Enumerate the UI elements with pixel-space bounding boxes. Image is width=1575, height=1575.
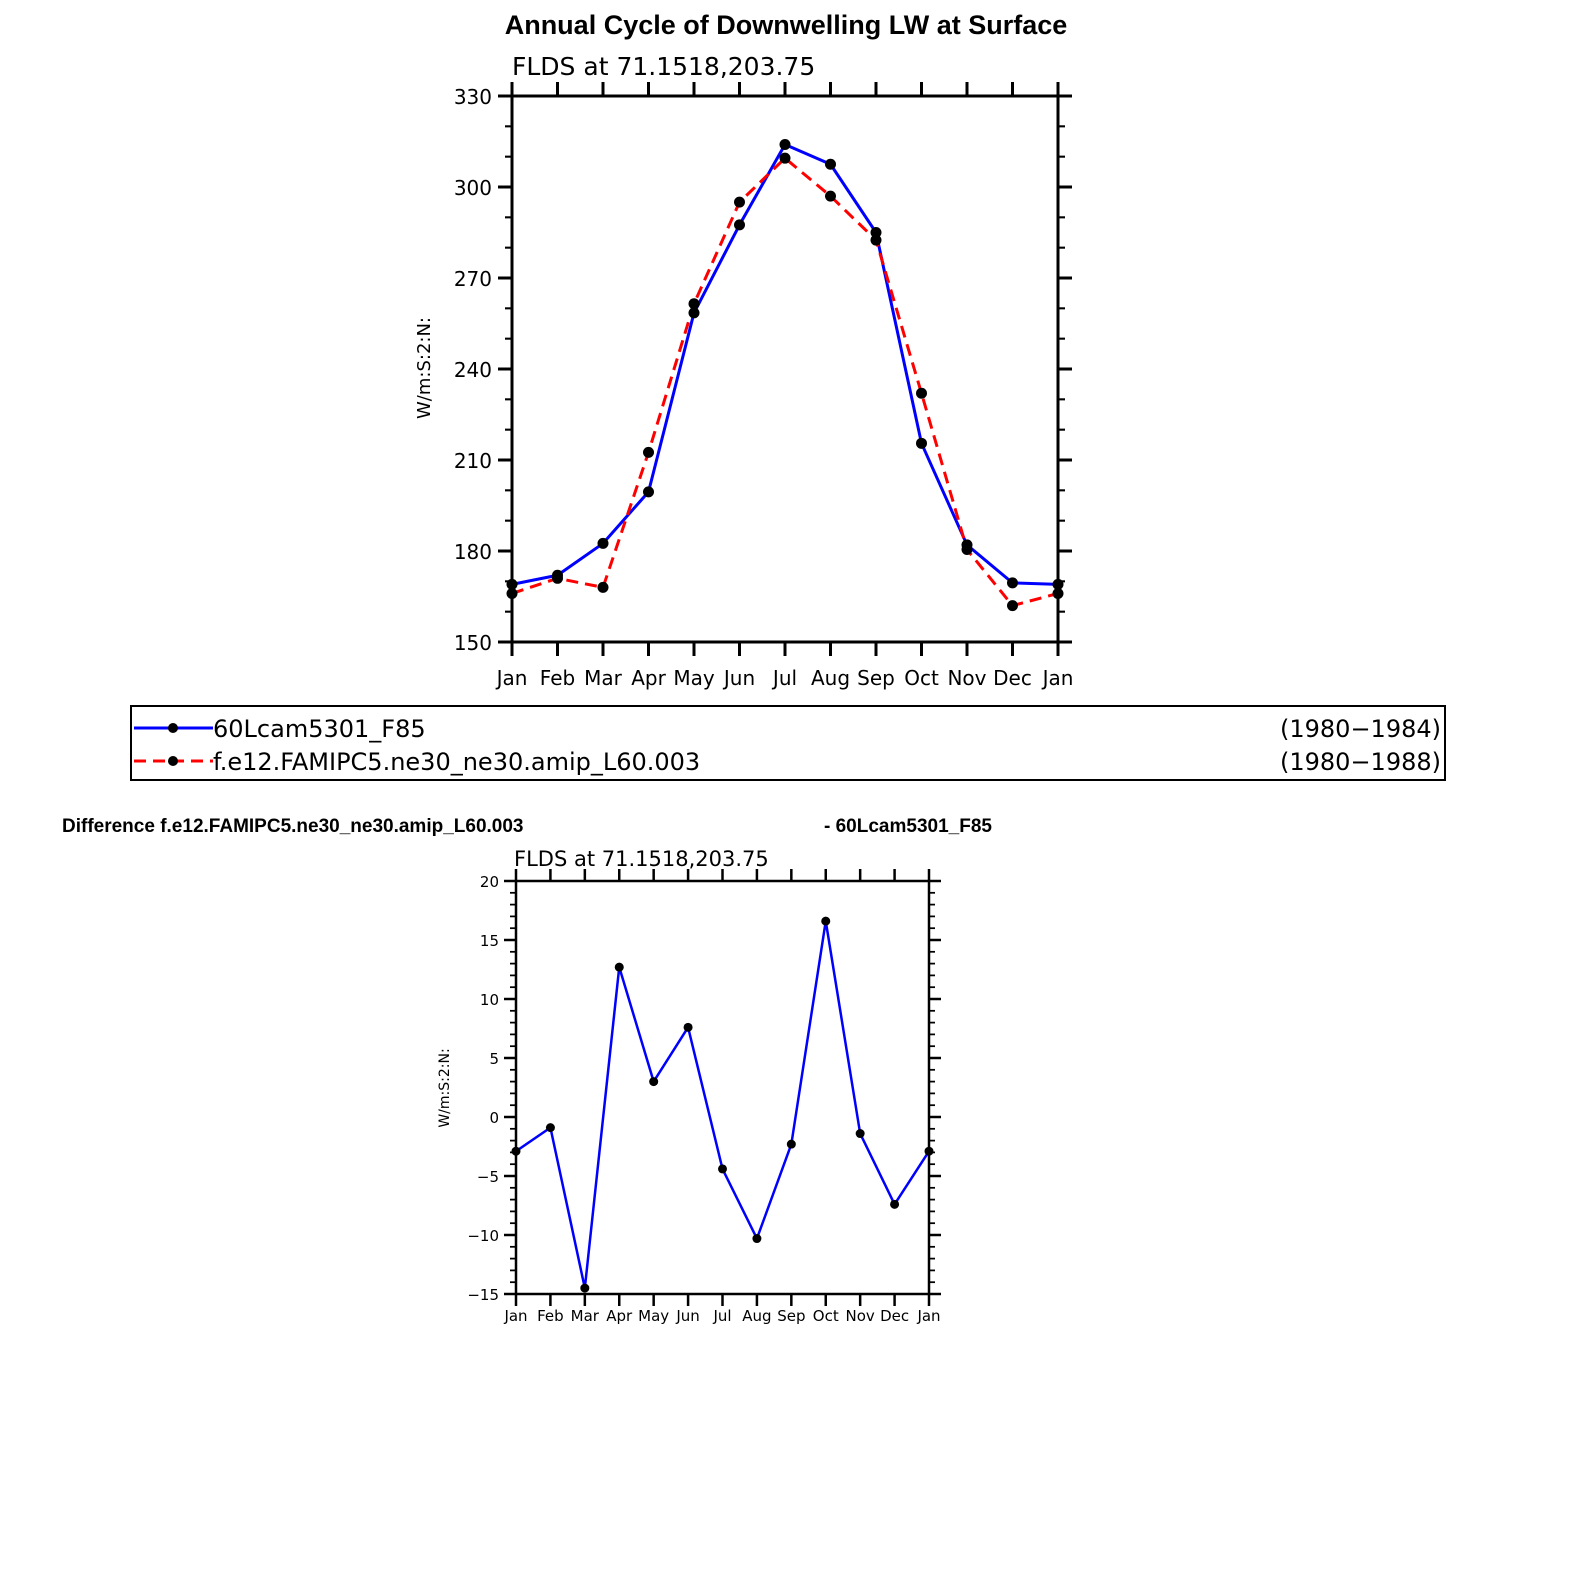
- difference-chart-subtitle: FLDS at 71.1518,203.75: [514, 847, 769, 871]
- x-tick-label: Apr: [631, 666, 666, 690]
- y-tick-label: 330: [453, 85, 492, 109]
- data-point: [689, 298, 700, 309]
- series-line: [516, 921, 929, 1288]
- data-point: [1007, 577, 1018, 588]
- data-point: [825, 191, 836, 202]
- figure-title: Annual Cycle of Downwelling LW at Surface: [504, 10, 1068, 40]
- data-point: [643, 486, 654, 497]
- y-tick-label: 270: [453, 267, 492, 291]
- difference-chart-y-axis-label: W/m:S:2:N:: [437, 1048, 453, 1128]
- data-point: [552, 573, 563, 584]
- y-tick-label: −15: [467, 1286, 499, 1304]
- data-point: [890, 1200, 899, 1209]
- data-point: [925, 1147, 934, 1156]
- x-tick-label: Sep: [777, 1307, 806, 1325]
- data-point: [718, 1164, 727, 1173]
- y-tick-label: 210: [453, 449, 492, 473]
- x-tick-label: Nov: [947, 666, 987, 690]
- top-chart-frame: [512, 96, 1058, 642]
- data-point: [787, 1140, 796, 1149]
- y-tick-label: 20: [479, 873, 499, 891]
- legend-period: (1980−1984): [1280, 715, 1441, 743]
- x-tick-label: Jan: [917, 1307, 941, 1325]
- top-chart-y-tick-labels: [454, 85, 492, 655]
- data-point: [871, 235, 882, 246]
- x-tick-label: Mar: [584, 666, 622, 690]
- data-point: [780, 139, 791, 150]
- difference-chart-y-tick-labels: [467, 873, 499, 1304]
- y-tick-label: 15: [479, 932, 499, 950]
- y-tick-label: 10: [479, 991, 499, 1009]
- x-tick-label: Sep: [857, 666, 895, 690]
- legend: [131, 706, 1445, 780]
- difference-chart: [62, 816, 992, 1325]
- y-tick-label: −5: [476, 1168, 499, 1186]
- x-tick-label: Feb: [537, 1307, 564, 1325]
- x-tick-label: May: [638, 1307, 670, 1325]
- data-point: [598, 582, 609, 593]
- y-tick-label: 150: [453, 631, 492, 655]
- data-point: [598, 538, 609, 549]
- difference-chart-series: [512, 917, 934, 1293]
- legend-swatch-marker: [168, 756, 178, 766]
- difference-chart-frame: [516, 881, 929, 1294]
- data-point: [734, 219, 745, 230]
- legend-label: f.e12.FAMIPC5.ne30_ne30.amip_L60.003: [213, 748, 701, 776]
- x-tick-label: Oct: [812, 1307, 839, 1325]
- legend-label: 60Lcam5301_F85: [213, 715, 426, 743]
- top-chart: [414, 52, 1073, 690]
- data-point: [649, 1077, 658, 1086]
- series-line: [512, 145, 1058, 585]
- difference-chart-x-tick-labels: [503, 1307, 940, 1325]
- x-tick-label: Jan: [496, 666, 528, 690]
- data-point: [780, 153, 791, 164]
- x-tick-label: Feb: [539, 666, 576, 690]
- data-point: [580, 1284, 589, 1293]
- data-point: [856, 1129, 865, 1138]
- x-tick-label: Jun: [676, 1307, 700, 1325]
- data-point: [734, 197, 745, 208]
- x-tick-label: Oct: [904, 666, 939, 690]
- legend-entry: [134, 715, 1441, 743]
- data-point: [916, 438, 927, 449]
- top-chart-x-tick-labels: [495, 666, 1074, 690]
- data-point: [643, 447, 654, 458]
- series-line: [512, 158, 1058, 605]
- x-tick-label: Jul: [713, 1307, 732, 1325]
- legend-swatch-marker: [168, 723, 178, 733]
- data-point: [752, 1234, 761, 1243]
- x-tick-label: Jan: [1042, 666, 1074, 690]
- data-point: [821, 917, 830, 926]
- data-point: [512, 1147, 521, 1156]
- data-point: [825, 159, 836, 170]
- x-tick-label: Apr: [606, 1307, 633, 1325]
- x-tick-label: Jan: [504, 1307, 528, 1325]
- x-tick-label: Mar: [570, 1307, 599, 1325]
- data-point: [916, 388, 927, 399]
- top-chart-subtitle: FLDS at 71.1518,203.75: [512, 52, 816, 81]
- legend-entry: [134, 748, 1441, 776]
- difference-title-right: - 60Lcam5301_F85: [824, 816, 992, 837]
- x-tick-label: Aug: [742, 1307, 772, 1325]
- x-tick-label: Aug: [810, 666, 851, 690]
- top-chart-series: [507, 139, 1064, 611]
- top-chart-y-axis-label: W/m:S:2:N:: [414, 317, 435, 419]
- y-tick-label: 300: [453, 176, 492, 200]
- y-tick-label: 240: [453, 358, 492, 382]
- data-point: [507, 588, 518, 599]
- x-tick-label: May: [673, 666, 715, 690]
- data-point: [962, 544, 973, 555]
- difference-title-left: Difference f.e12.FAMIPC5.ne30_ne30.amip_L60.003: [62, 816, 524, 837]
- y-tick-label: 180: [453, 540, 492, 564]
- data-point: [684, 1023, 693, 1032]
- data-point: [615, 963, 624, 972]
- data-point: [546, 1123, 555, 1132]
- data-point: [1053, 588, 1064, 599]
- difference-chart-ticks: [504, 869, 941, 1306]
- x-tick-label: Dec: [993, 666, 1032, 690]
- y-tick-label: 5: [489, 1050, 499, 1068]
- x-tick-label: Nov: [845, 1307, 875, 1325]
- x-tick-label: Jul: [772, 666, 798, 690]
- y-tick-label: 0: [489, 1109, 499, 1127]
- x-tick-label: Jun: [723, 666, 756, 690]
- x-tick-label: Dec: [880, 1307, 910, 1325]
- data-point: [1007, 600, 1018, 611]
- legend-period: (1980−1988): [1280, 748, 1441, 776]
- y-tick-label: −10: [467, 1227, 499, 1245]
- top-chart-ticks: [498, 82, 1072, 656]
